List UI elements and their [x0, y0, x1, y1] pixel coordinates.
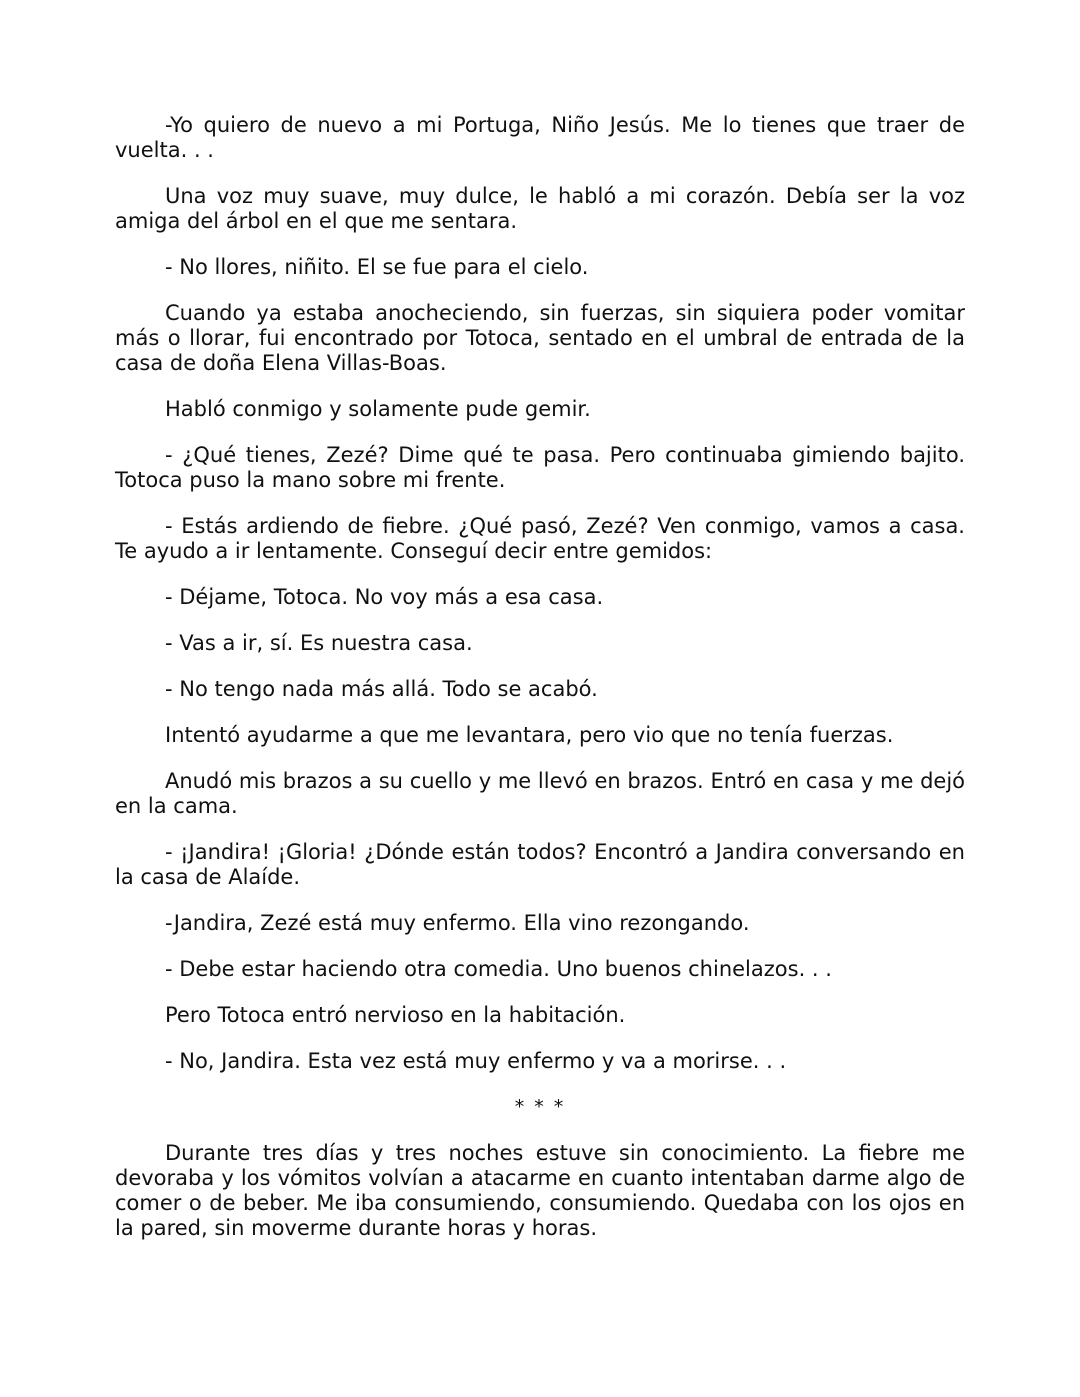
paragraph-8: - Déjame, Totoca. No voy más a esa casa. — [165, 585, 604, 609]
paragraph-6: - ¿Qué tienes, Zezé? Dime qué te pasa. Pero continuaba gimiendo bajito. Totoca puso la mano sobre mi frente. — [115, 443, 965, 492]
paragraph-17: - No, Jandira. Esta vez está muy enfermo y va a morirse. . . — [165, 1049, 787, 1073]
paragraph-4: Cuando ya estaba anocheciendo, sin fuerzas, sin siquiera poder vomitar más o llorar, fui encontrado por Totoca, sentado en el umbral de entrada de la casa de doña Elena Villas-Boas. — [115, 301, 965, 375]
paragraph-15: - Debe estar haciendo otra comedia. Uno buenos chinelazos. . . — [165, 957, 832, 981]
paragraph-16: Pero Totoca entró nervioso en la habitación. — [165, 1003, 626, 1027]
paragraph-9: - Vas a ir, sí. Es nuestra casa. — [165, 631, 473, 655]
paragraph-13: - ¡Jandira! ¡Gloria! ¿Dónde están todos? Encontró a Jandira conversando en la casa de Alaíde. — [115, 840, 965, 889]
final-paragraph: Durante tres días y tres noches estuve sin conocimiento. La fiebre me devoraba y los vómitos volvían a atacarme en cuanto intentaban darme algo de comer o de beber. Me iba consumiendo, consumiendo. Quedaba con los ojos en la pared, sin moverme durante horas y horas. — [115, 1141, 965, 1240]
paragraph-12: Anudó mis brazos a su cuello y me llevó en brazos. Entró en casa y me dejó en la cama. — [115, 769, 965, 818]
paragraph-1: -Yo quiero de nuevo a mi Portuga, Niño Jesús. Me lo tienes que traer de vuelta. . . — [115, 113, 965, 162]
paragraph-2: Una voz muy suave, muy dulce, le habló a mi corazón. Debía ser la voz amiga del árbol en el que me sentara. — [115, 184, 965, 233]
section-separator: * * * — [514, 1096, 566, 1118]
paragraph-14: -Jandira, Zezé está muy enfermo. Ella vino rezongando. — [165, 911, 750, 935]
paragraph-5: Habló conmigo y solamente pude gemir. — [165, 397, 591, 421]
paragraph-11: Intentó ayudarme a que me levantara, pero vio que no tenía fuerzas. — [165, 723, 894, 747]
paragraph-7: - Estás ardiendo de fiebre. ¿Qué pasó, Zezé? Ven conmigo, vamos a casa. Te ayudo a ir lentamente. Conseguí decir entre gemidos: — [115, 514, 965, 563]
document-page — [115, 113, 965, 1262]
paragraph-10: - No tengo nada más allá. Todo se acabó. — [165, 677, 598, 701]
paragraph-3: - No llores, niñito. El se fue para el cielo. — [165, 255, 589, 279]
